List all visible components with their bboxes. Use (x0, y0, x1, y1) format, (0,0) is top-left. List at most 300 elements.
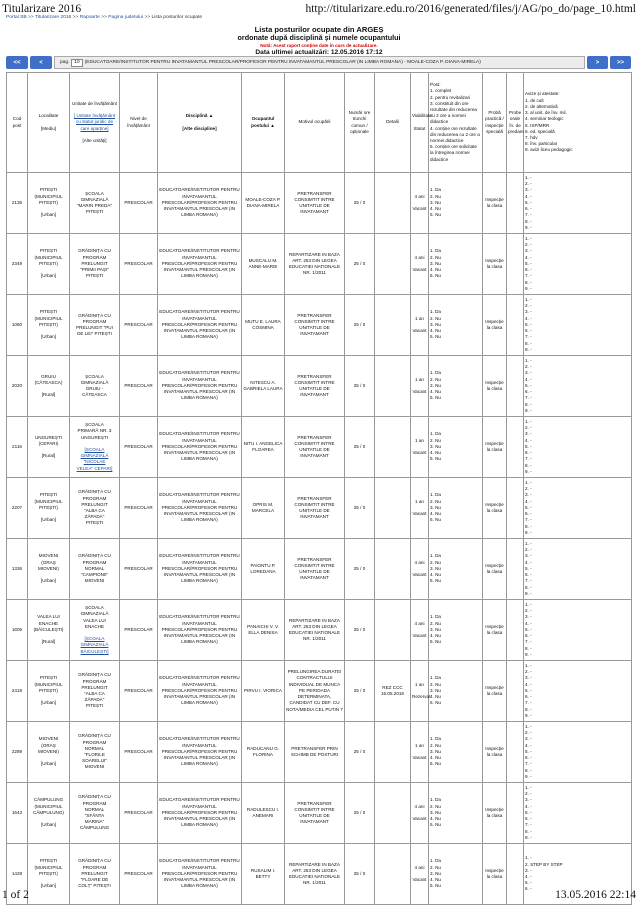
table-row (7, 661, 632, 722)
cod-post-value: 2418 (11, 687, 23, 693)
cell-detalii (375, 722, 411, 783)
cell-detalii (375, 783, 411, 844)
post-flag: 1. Da (430, 797, 441, 803)
disciplina-value: EDUCATOARE/INSTITUTOR PENTRU INVATAMANTUL PRESCOLAR/PROFESOR PENTRU INVATAMANTUL PRESCOLAR (IN LIMBA ROMANA) (159, 675, 240, 706)
aviz-flag: 5. - (525, 880, 532, 886)
cell-localitate (28, 539, 70, 600)
viabilitate-value: 4 ani (414, 254, 425, 260)
cell-nivel (120, 783, 158, 844)
disciplina-value: EDUCATOARE/INSTITUTOR PENTRU INVATAMANTUL PRESCOLAR/PROFESOR PENTRU INVATAMANTUL PRESCOLAR (IN LIMBA ROMANA) (159, 309, 240, 340)
post-flag: 2. Nu (430, 681, 441, 687)
localitate-line: [Urban] (40, 212, 57, 218)
cell-cod (7, 539, 28, 600)
cell-proba-orala (507, 661, 524, 722)
cell-detalii (375, 600, 411, 661)
cod-post-value: 2116 (12, 443, 22, 449)
aviz-flag: 3. - (525, 248, 532, 254)
unitate-parent-link[interactable]: "NICOLAE (83, 459, 106, 465)
col-avize-line: 1. de cult (525, 97, 544, 103)
aviz-flag: 9. - (525, 468, 532, 474)
localitate-line: (CEPARI) (38, 440, 59, 446)
report-header (0, 25, 638, 57)
localitate-line: [Rural] (41, 639, 56, 645)
proba-value: Inspecție la clasa (485, 257, 504, 269)
cell-proba-orala (507, 539, 524, 600)
cell-ore (345, 173, 375, 234)
aviz-flag: 9. - (525, 651, 532, 657)
cell-localitate (28, 417, 70, 478)
unitate-line: VALEA LUI (83, 617, 106, 623)
localitate-line: [Urban] (40, 273, 57, 279)
unitate-line: GIMNAZIALĂ (80, 196, 109, 202)
breadcrumb-portal-link[interactable]: Portal SB (6, 15, 27, 20)
localitate-line: (MUNICIPIUL (34, 254, 63, 260)
cell-post (429, 539, 483, 600)
cell-disciplina (158, 600, 242, 661)
unitate-line: ȘCOALA (85, 422, 104, 428)
unitate-line: PRELUNGIT (81, 501, 108, 507)
col-mediu-label: [Mediu] (40, 125, 57, 131)
post-flag: 4. Nu (430, 267, 441, 273)
unitate-line: ȘCOALA (85, 190, 104, 196)
cell-disciplina (158, 234, 242, 295)
ocupant-name: PIRVU I. VIORICA (244, 687, 282, 693)
ore-value: 25 / 0 (353, 504, 366, 510)
unitate-line: CĂTEASCA (82, 392, 107, 398)
motiv-value: REPARTIZARE IN BAZA ART. 253 DIN LEGEA EDUCATIEI NATIONALE NR. 1/2011 (288, 617, 341, 642)
cell-ore (345, 234, 375, 295)
aviz-flag: 3. - (525, 431, 532, 437)
breadcrumb-rapoarte-link[interactable]: Rapoarte (79, 15, 100, 20)
cell-post (429, 478, 483, 539)
aviz-flag: 5. - (525, 321, 532, 327)
table-row (7, 722, 632, 783)
col-avize-line: 5. ISP/MRR (525, 122, 550, 128)
cell-motiv (285, 234, 345, 295)
page-number[interactable]: 10 (71, 59, 82, 67)
post-flag: 4. Nu (430, 816, 441, 822)
aviz-flag: 4. - (525, 874, 532, 879)
cell-avize (524, 173, 632, 234)
unitate-line: PRIMARĂ NR. 3 (77, 428, 112, 434)
unitate-parent-link[interactable]: BĂICULEȘTI] (80, 648, 109, 654)
ore-value: 25 / 0 (353, 809, 366, 815)
breadcrumb-separator: >> (101, 15, 107, 20)
unitate-line: PROGRAM (82, 254, 107, 260)
nivel-value: PRESCOLAR (124, 443, 153, 449)
table-header-row (7, 73, 632, 173)
aviz-flag: 1. - (525, 855, 532, 861)
proba-value: Inspecție la clasa (485, 623, 504, 635)
aviz-flag: 6. - (525, 206, 532, 212)
breadcrumb-titularizare-link[interactable]: Titularizare 2016 (35, 15, 72, 20)
cell-post (429, 234, 483, 295)
col-motiv: Motivul ocupării (285, 73, 345, 173)
col-nivel: Nivel de învățământ (120, 73, 158, 173)
aviz-flag: 2. - (525, 486, 532, 492)
aviz-flag: 5. - (525, 199, 532, 205)
last-page-button[interactable]: >> (610, 56, 631, 69)
post-flag: 3. Nu (430, 748, 441, 754)
ocupant-name: NITU I. ANGELICA FLOAREA (243, 440, 283, 452)
unitate-line: "FLORILE (84, 752, 105, 757)
cell-unitate (70, 478, 120, 539)
localitate-line: UNGUREȘTI (34, 434, 63, 440)
localitate-line: [Urban] (40, 578, 57, 584)
unitate-parent-link[interactable]: [ȘCOALA (84, 447, 105, 452)
aviz-flag: 1. - (525, 419, 532, 425)
cell-cod (7, 295, 28, 356)
cell-nivel (120, 173, 158, 234)
nivel-value: PRESCOLAR (124, 260, 153, 266)
cell-unitate (70, 234, 120, 295)
proba-value: Inspecție la clasa (485, 318, 504, 330)
ore-value: 25 / 0 (353, 687, 366, 693)
post-flag: 5. Nu (430, 456, 441, 462)
localitate-line: [Urban] (40, 700, 57, 706)
aviz-flag: 2. - (525, 547, 532, 553)
aviz-flag: 9. - (525, 590, 532, 596)
first-page-button[interactable]: << (6, 56, 28, 69)
post-flag: 2. Nu (430, 803, 441, 809)
unitate-line: NORMAL (84, 745, 105, 751)
post-flag: 2. Nu (430, 315, 441, 321)
col-localitate[interactable] (28, 73, 70, 173)
motiv-value: PRETRANSFER CONSIMTIT INTRE UNITATILE DE INVATAMANT (294, 556, 335, 581)
unitate-line: ZĂPADA" (84, 697, 105, 703)
col-unitate[interactable] (70, 73, 120, 173)
post-flag: 4. Nu (430, 328, 441, 334)
table-row (7, 478, 632, 539)
post-flag: 3. Nu (430, 443, 441, 449)
cell-proba-orala (507, 295, 524, 356)
post-flag: 2. Nu (430, 193, 441, 199)
col-post-line: 5. conține ore solicitate la întregirea normei didactice (430, 144, 477, 162)
cell-ore (345, 417, 375, 478)
post-flag: 3. Nu (430, 687, 441, 693)
aviz-flag: 3. - (525, 736, 532, 742)
col-avize-line: 9. avizi liceu pedagogic (525, 147, 573, 153)
col-ocupant[interactable] (242, 73, 285, 173)
post-flag: 5. Nu (430, 822, 441, 828)
nivel-value: PRESCOLAR (124, 565, 153, 571)
unitate-line: SOARELUI" (82, 758, 107, 764)
aviz-flag: 9. - (525, 712, 532, 718)
post-flag: 1. Da (430, 431, 441, 437)
proba-value: Inspecție la clasa (485, 806, 504, 818)
cell-cod (7, 417, 28, 478)
aviz-flag: 2. STEP BY STEP (525, 861, 563, 867)
cell-proba-orala (507, 234, 524, 295)
aviz-flag: 1. - (525, 663, 532, 669)
table-row (7, 417, 632, 478)
nivel-value: PRESCOLAR (124, 199, 153, 205)
cell-proba-orala (507, 417, 524, 478)
unitate-line: ȘCOALA (85, 605, 104, 611)
disciplina-value: EDUCATOARE/INSTITUTOR PENTRU INVATAMANTUL PRESCOLAR/PROFESOR PENTRU INVATAMANTUL PRESCOLAR (IN LIMBA ROMANA) (159, 858, 240, 889)
localitate-line: VALEA LUI (37, 614, 60, 620)
pagination-bar (6, 56, 631, 69)
aviz-flag: 4. - (525, 681, 532, 687)
nivel-value: PRESCOLAR (124, 870, 153, 876)
cell-unitate (70, 722, 120, 783)
ocupant-name: RADULESCU I. ANEMARI (246, 806, 280, 818)
ocupant-name: MOALE-COZA P. DIANA-MIRELA (245, 196, 281, 208)
col-disciplina-other-label: [Alte discipline] (182, 125, 217, 131)
unitate-line: PROGRAM (82, 739, 107, 745)
aviz-flag: 2. - (525, 181, 532, 187)
cell-ocupant (242, 173, 285, 234)
aviz-flag: 2. - (525, 608, 532, 614)
post-flag: 3. Nu (430, 565, 441, 571)
localitate-line: PITEȘTI (39, 492, 58, 498)
cod-post-value: 1060 (11, 321, 23, 327)
localitate-line: (MUNICIPIUL (34, 193, 63, 199)
post-flag: 3. Nu (430, 870, 441, 876)
cell-disciplina (158, 661, 242, 722)
aviz-flag: 6. - (525, 572, 532, 578)
cod-post-value: 1428 (11, 870, 23, 876)
statut-value: Vacant (412, 511, 427, 517)
cell-disciplina (158, 478, 242, 539)
page-description: (EDUCATOARE/INSTITUTOR PENTRU INVATAMANTUL PRESCOLAR/PROFESOR PENTRU INVATAMANTUL PRESCOLAR (IN LIMBA ROMANA) - MOALE-COZA P. DIANA-MIRELA) (84, 60, 481, 65)
cell-post (429, 173, 483, 234)
cell-avize (524, 478, 632, 539)
unitate-parent-link[interactable]: GIMNAZIALĂ (80, 642, 109, 648)
unitate-line: PITEȘTI (85, 209, 104, 215)
cell-ocupant (242, 783, 285, 844)
localitate-line: [Rural] (41, 453, 56, 459)
cell-ocupant (242, 722, 285, 783)
ocupant-name: RUSALIM I. BETTY (250, 867, 276, 879)
cell-avize (524, 661, 632, 722)
viabilitate-value: 1 an (415, 315, 424, 321)
cell-ocupant (242, 356, 285, 417)
statut-value: Vacant (412, 877, 427, 883)
aviz-flag: 3. - (525, 187, 532, 193)
cell-proba-orala (507, 722, 524, 783)
aviz-flag: 4. - (525, 803, 532, 809)
aviz-flag: 3. - (525, 309, 532, 315)
cell-ore (345, 478, 375, 539)
aviz-flag: 8. - (525, 218, 532, 224)
cell-ore (345, 356, 375, 417)
unitate-line: PITEȘTI (85, 703, 104, 709)
viabilitate-value: 1 an (415, 742, 424, 748)
cell-proba (483, 356, 507, 417)
viabilitate-value: 1 an (415, 681, 424, 687)
proba-value: Inspecție la clasa (485, 745, 504, 757)
last-update: Data ultimei actualizări: 12.05.2016 17:12 (255, 48, 383, 56)
aviz-flag: 1. - (525, 297, 532, 303)
cell-viabilitate (411, 478, 429, 539)
unitate-line: PROGRAM (82, 864, 107, 870)
col-avize-line: 4. seminar teologic (525, 116, 564, 122)
cell-nivel (120, 478, 158, 539)
col-disciplina[interactable] (158, 73, 242, 173)
localitate-line: MIOVENI (38, 736, 59, 742)
col-ore: Număr ore trunchi comun / opționale (345, 73, 375, 173)
col-proba: Probă practică / inspecție specială (483, 73, 507, 173)
cell-cod (7, 661, 28, 722)
cell-viabilitate (411, 417, 429, 478)
page-title: Lista posturilor ocupate din ARGEȘ (254, 25, 384, 34)
posts-table (6, 72, 632, 905)
unitate-line: PRELUNGIT "PUI (76, 325, 113, 330)
statut-value: Vacant (412, 450, 427, 456)
unitate-parent-link[interactable]: GIMNAZIALĂ (80, 453, 109, 459)
ore-value: 25 / 0 (353, 748, 366, 754)
proba-value: Inspecție la clasa (485, 562, 504, 574)
unitate-line: GRĂDINIȚA CU (78, 489, 111, 495)
col-post-legend (430, 82, 481, 163)
page-selector[interactable] (54, 56, 585, 69)
col-avize-line: Avize și atestate: (525, 91, 560, 97)
cell-avize (524, 722, 632, 783)
statut-value: Rezervat (412, 694, 431, 700)
post-flag: 5. Nu (430, 761, 441, 767)
nivel-value: PRESCOLAR (124, 382, 153, 388)
nivel-value: PRESCOLAR (124, 504, 153, 510)
cell-proba-orala (507, 783, 524, 844)
cell-post (429, 295, 483, 356)
localitate-line: (BĂICULEȘTI) (33, 626, 64, 632)
post-flag: 5. Nu (430, 700, 441, 706)
aviz-flag: 6. - (525, 633, 532, 639)
viabilitate-value: 1 an (415, 376, 424, 382)
aviz-flag: 5. - (525, 260, 532, 266)
post-flag: 5. Nu (430, 334, 441, 340)
unitate-line: "ALBA CA (84, 508, 105, 513)
aviz-flag: 8. - (525, 401, 532, 407)
cell-disciplina (158, 783, 242, 844)
aviz-flag: 5. - (525, 809, 532, 815)
cell-detalii (375, 417, 411, 478)
cell-post (429, 783, 483, 844)
aviz-flag: 7. - (525, 517, 532, 523)
unitate-line: PROGRAM (82, 800, 107, 806)
col-avize-line: 2. de alternativă (525, 103, 558, 109)
localitate-line: [Urban] (40, 334, 57, 340)
cell-viabilitate (411, 295, 429, 356)
post-flag: 5. Nu (430, 395, 441, 401)
post-flag: 5. Nu (430, 517, 441, 523)
prev-page-button[interactable]: < (30, 56, 52, 69)
cell-nivel (120, 295, 158, 356)
localitate-line: CÂMPULUNG) (33, 809, 64, 815)
unitate-line: "SFÂNTA (84, 813, 105, 818)
unitate-line: PRELUNGIT (81, 684, 108, 690)
aviz-flag: 9. - (525, 285, 532, 291)
motiv-value: PRETRANSFER CONSIMTIT INTRE UNITATILE DE INVATAMANT (294, 190, 335, 215)
unitate-line: NORMAL (84, 565, 105, 571)
aviz-flag: 8. - (525, 340, 532, 346)
localitate-line: MIOVENI) (38, 565, 59, 571)
print-header (2, 2, 636, 16)
unitate-line: GRĂDINIȚA CU (78, 248, 111, 254)
cell-unitate (70, 417, 120, 478)
cell-cod (7, 173, 28, 234)
motiv-value: PRETRANSFER CONSIMTIT INTRE UNITATILE DE INVATAMANT (294, 800, 335, 825)
col-avize-line: 6. ed. specială (525, 128, 555, 134)
statut-value: Vacant (412, 572, 427, 578)
col-avize (524, 73, 632, 173)
disciplina-value: EDUCATOARE/INSTITUTOR PENTRU INVATAMANTUL PRESCOLAR/PROFESOR PENTRU INVATAMANTUL PRESCOLAR (IN LIMBA ROMANA) (159, 370, 240, 401)
post-flag: 5. Nu (430, 273, 441, 279)
cell-avize (524, 356, 632, 417)
post-flag: 4. Nu (430, 572, 441, 578)
statut-value: Vacant (412, 267, 427, 273)
aviz-flag: 7. - (525, 395, 532, 401)
post-flag: 5. Nu (430, 639, 441, 645)
col-cod: Cod post (7, 73, 28, 173)
print-timestamp: 13.05.2016 22:14 (555, 889, 636, 901)
aviz-flag: 1. - (525, 785, 532, 791)
cell-viabilitate (411, 661, 429, 722)
cell-cod (7, 356, 28, 417)
aviz-flag: 2. - (525, 669, 532, 675)
nivel-value: PRESCOLAR (124, 321, 153, 327)
col-ocupant-label: Ocupantul postului ▲ (251, 116, 275, 128)
unitate-line: MIOVENI (84, 578, 105, 584)
aviz-flag: 2. - (525, 303, 532, 309)
aviz-flag: 4. - (525, 376, 532, 382)
post-flag: 3. Nu (430, 809, 441, 815)
unitate-parent-link[interactable]: [ȘCOALA (84, 636, 105, 642)
post-flag: 1. Da (430, 553, 441, 559)
cell-proba (483, 661, 507, 722)
next-page-button[interactable]: > (587, 56, 608, 69)
cell-motiv (285, 173, 345, 234)
col-post (429, 73, 483, 173)
cell-proba-orala (507, 600, 524, 661)
post-flag: 3. Nu (430, 199, 441, 205)
aviz-flag: 2. - (525, 364, 532, 370)
cell-localitate (28, 234, 70, 295)
post-flag: 3. Nu (430, 260, 441, 266)
aviz-flag: 3. - (525, 614, 532, 620)
cell-viabilitate (411, 722, 429, 783)
cod-post-value: 1336 (11, 565, 23, 571)
cell-cod (7, 478, 28, 539)
cell-avize (524, 539, 632, 600)
unitate-line: PRELUNGIT (81, 870, 108, 876)
cod-post-value: 2349 (11, 260, 23, 266)
unitate-line: DE LEI" PITEȘTI (77, 331, 112, 337)
aviz-flag: 4. - (525, 254, 532, 260)
aviz-flag: 6. - (525, 450, 532, 456)
cell-detalii (375, 661, 411, 722)
post-flag: 3. Nu (430, 626, 441, 632)
aviz-flag: 3. - (525, 553, 532, 559)
disciplina-value: EDUCATOARE/INSTITUTOR PENTRU INVATAMANTUL PRESCOLAR/PROFESOR PENTRU INVATAMANTUL PRESCOLAR (IN LIMBA ROMANA) (159, 248, 240, 279)
unitate-line: MIOVENI (84, 764, 105, 770)
cod-post-value: 1643 (11, 809, 23, 815)
cell-detalii (375, 295, 411, 356)
unitate-parent-link[interactable]: VELEA" CEPARI] (76, 465, 113, 471)
disciplina-value: EDUCATOARE/INSTITUTOR PENTRU INVATAMANTUL PRESCOLAR/PROFESOR PENTRU INVATAMANTUL PRESCOLAR (IN LIMBA ROMANA) (159, 492, 240, 523)
cell-motiv (285, 661, 345, 722)
motiv-value: PRETRANSFER CONSIMTIT INTRE UNITATILE DE INVATAMANT (294, 495, 335, 520)
localitate-line: MIOVENI) (38, 748, 59, 754)
col-disciplina-label: Disciplină ▲ (185, 113, 214, 119)
cell-avize (524, 295, 632, 356)
breadcrumb-judet-link[interactable]: Pagina judetului (108, 15, 144, 20)
unitate-line: "PRIMII PAȘI" (80, 267, 109, 273)
motiv-value: REPARTIZARE IN BAZA ART. 253 DIN LEGEA EDUCATIEI NATIONALE NR. 1/2011 (288, 861, 341, 886)
unitate-line: PROGRAM (82, 678, 107, 684)
aviz-flag: 3. - (525, 797, 532, 803)
